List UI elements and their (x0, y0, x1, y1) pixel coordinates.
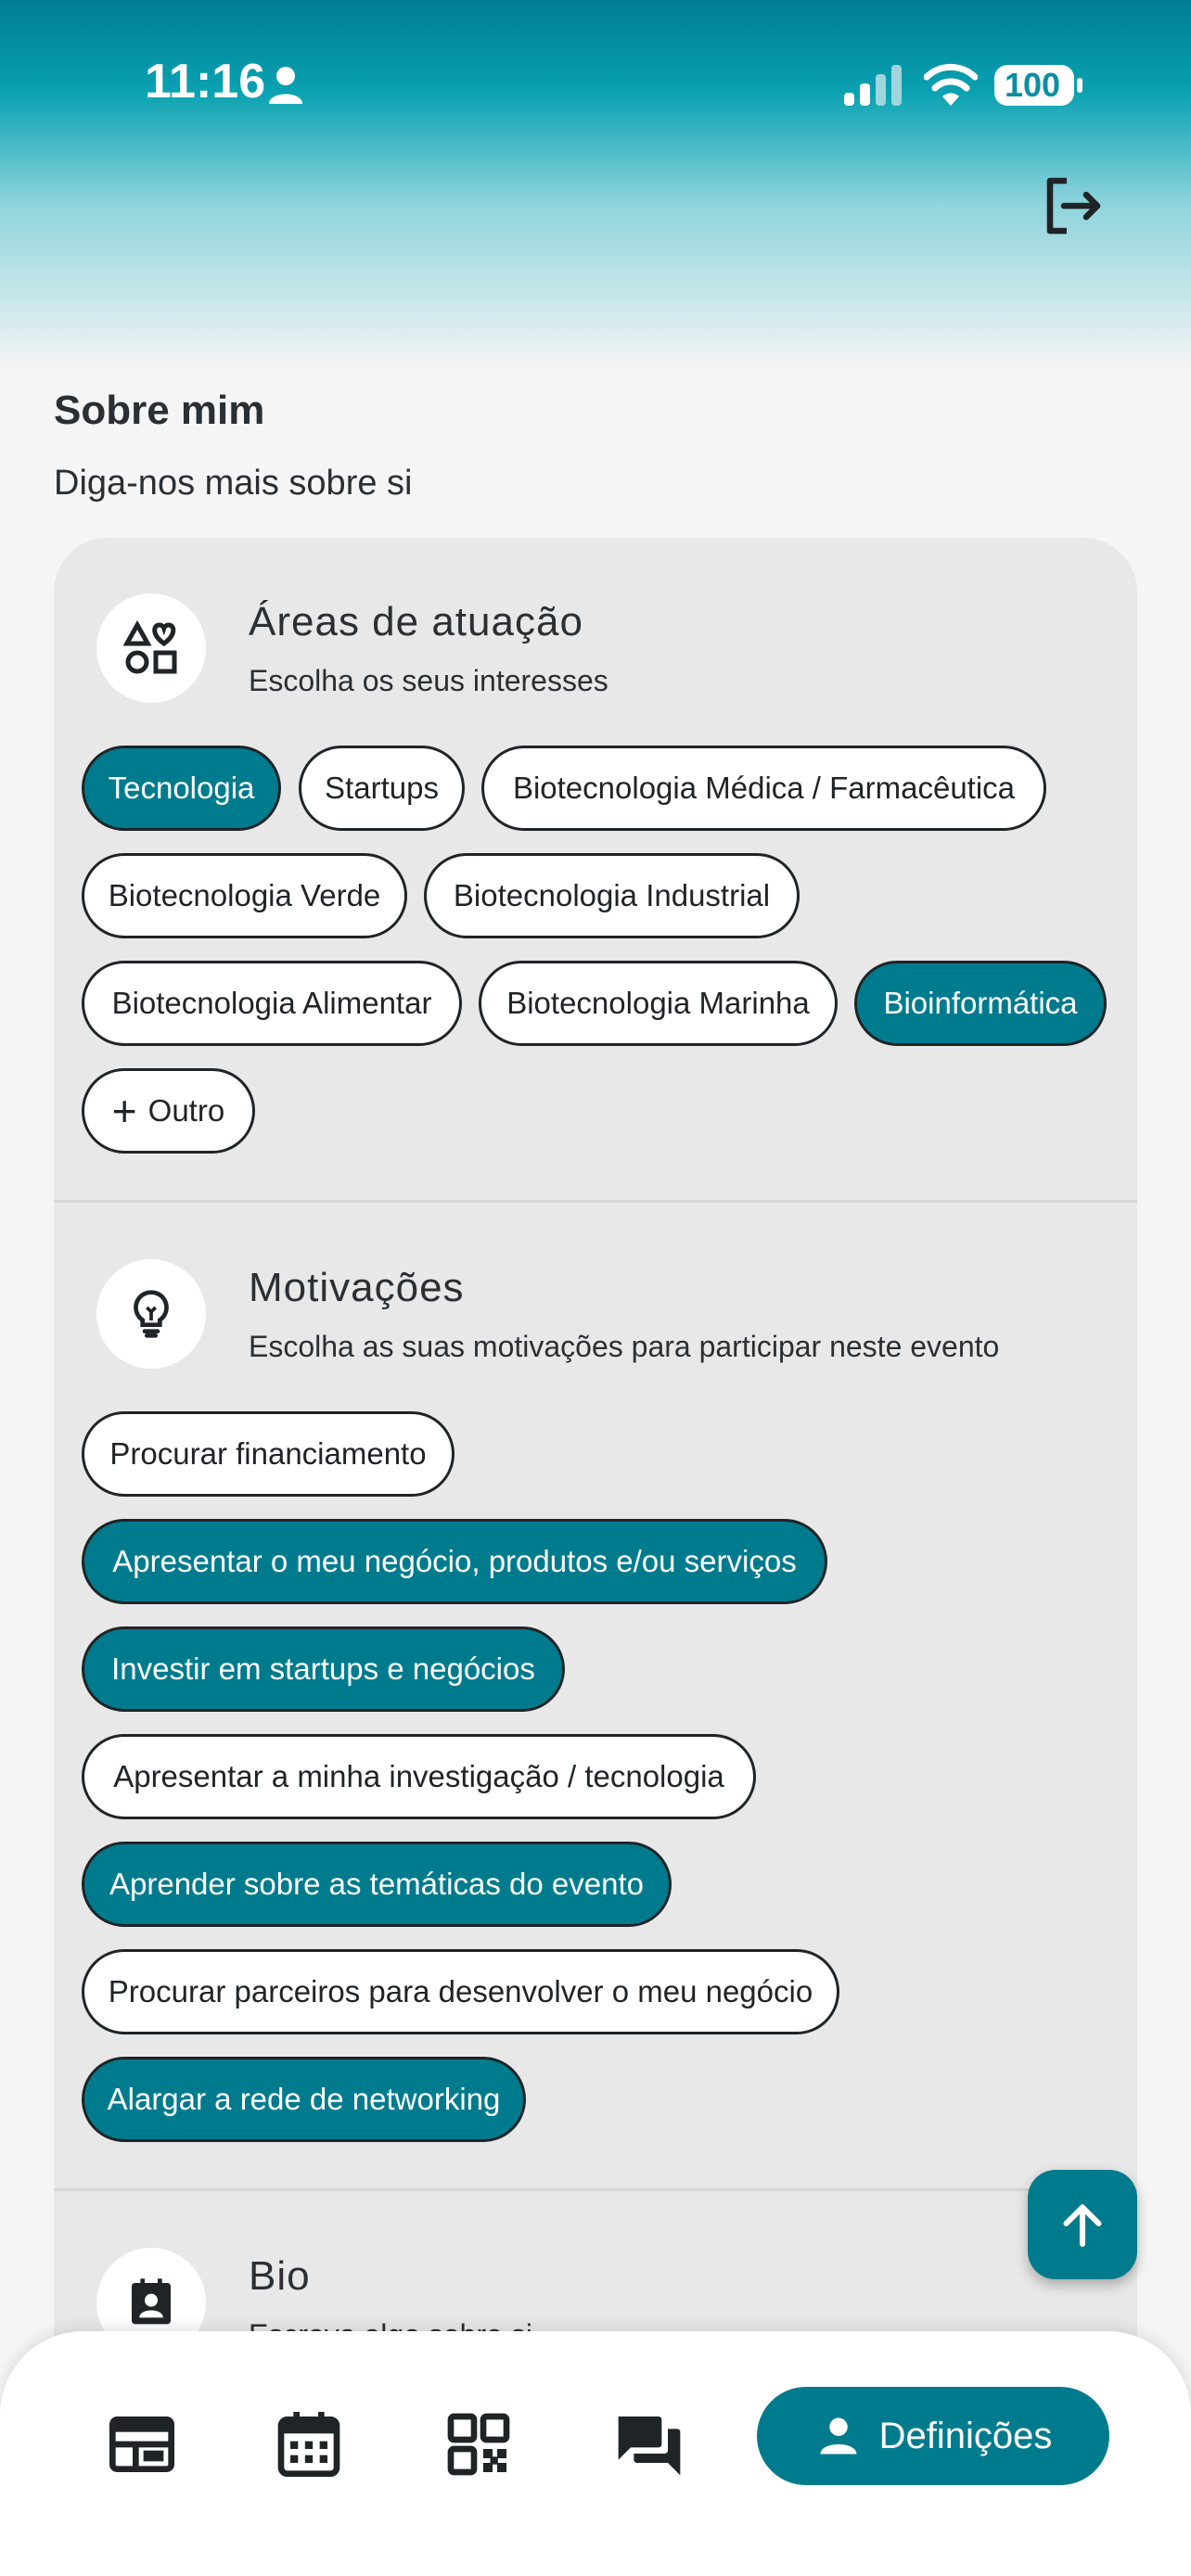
battery-level: 100 (1004, 66, 1061, 104)
motivations-title: Motivações (249, 1265, 465, 1310)
person-status-icon (267, 65, 304, 104)
interests-icon-circle (96, 593, 206, 703)
chip-motivation[interactable]: Investir em startups e negócios (82, 1626, 565, 1712)
divider (54, 1200, 1137, 1203)
interests-subtitle: Escolha os seus interesses (249, 664, 608, 697)
scroll-top-button[interactable] (1028, 2170, 1137, 2279)
add-other-label: Outro (147, 1093, 225, 1128)
calendar-icon[interactable] (272, 2407, 346, 2481)
logout-icon[interactable] (1039, 172, 1106, 239)
chat-icon[interactable] (612, 2407, 686, 2481)
signal-icon (844, 65, 903, 106)
status-time: 11:16 (145, 55, 266, 108)
lightbulb-icon (125, 1288, 177, 1340)
bottom-nav (0, 2331, 1191, 2576)
person-icon (814, 2412, 863, 2460)
chip-biotec-marinha[interactable]: Biotecnologia Marinha (479, 961, 838, 1046)
chip-motivation[interactable]: Procurar financiamento (82, 1411, 455, 1497)
chip-startups[interactable]: Startups (299, 746, 465, 831)
divider (54, 2188, 1137, 2191)
contact-page-icon (125, 2276, 177, 2328)
chip-biotec-verde[interactable]: Biotecnologia Verde (82, 853, 407, 938)
chip-tecnologia[interactable]: Tecnologia (82, 746, 281, 831)
about-subtitle: Diga-nos mais sobre si (54, 464, 413, 503)
chip-biotec-medica[interactable]: Biotecnologia Médica / Farmacêutica (481, 746, 1046, 831)
chip-motivation[interactable]: Procurar parceiros para desenvolver o meu negócio (82, 1949, 839, 2034)
about-title: Sobre mim (54, 388, 265, 433)
shapes-icon (123, 620, 179, 676)
chip-motivation[interactable]: Apresentar o meu negócio, produtos e/ou serviços (82, 1519, 827, 1604)
qr-code-icon[interactable] (442, 2407, 516, 2481)
chip-biotec-alimentar[interactable]: Biotecnologia Alimentar (82, 961, 462, 1046)
interests-title: Áreas de atuação (249, 599, 583, 644)
chip-biotec-industrial[interactable]: Biotecnologia Industrial (424, 853, 800, 938)
motivations-icon-circle (96, 1259, 206, 1369)
bio-title: Bio (249, 2253, 311, 2299)
status-bar (0, 0, 1191, 167)
chip-motivation[interactable]: Alargar a rede de networking (82, 2057, 526, 2142)
arrow-up-icon (1057, 2199, 1108, 2251)
motivations-subtitle: Escolha as suas motivações para participar neste evento (249, 1330, 1000, 1363)
chip-motivation[interactable]: Aprender sobre as temáticas do evento (82, 1842, 672, 1927)
plus-icon: + (111, 1087, 137, 1135)
add-other-chip[interactable] (82, 1068, 255, 1154)
nav-settings-label: Definições (878, 2415, 1053, 2456)
chip-bioinformatica[interactable]: Bioinformática (854, 961, 1107, 1046)
nav-settings-active[interactable] (757, 2387, 1109, 2485)
wifi-icon (924, 61, 978, 106)
chip-motivation[interactable]: Apresentar a minha investigação / tecnologia (82, 1734, 756, 1819)
newspaper-icon[interactable] (105, 2407, 179, 2481)
